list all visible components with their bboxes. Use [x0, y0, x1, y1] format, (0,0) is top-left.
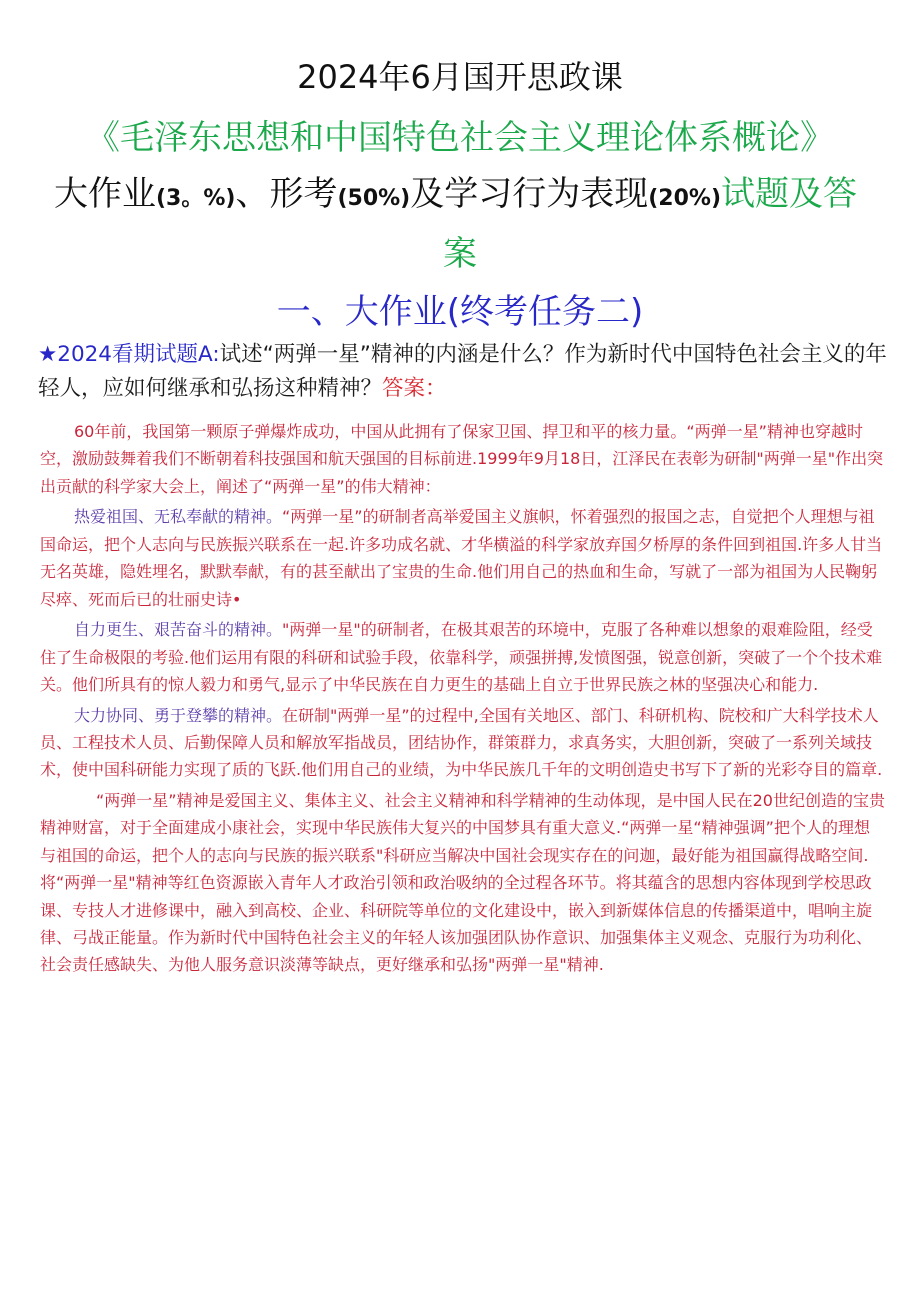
doc-title-line1: 2024年6月国开思政课 [297, 58, 623, 96]
title-part-a: 大作业 [54, 174, 156, 214]
question-block [38, 338, 888, 406]
title-part-d: (50%) [337, 186, 411, 211]
question-tag: ★2024看期试题A: [38, 342, 220, 367]
paragraph-2-heading: 热爱祖国、无私奉献的精神。 [74, 507, 283, 527]
paragraph-2-text: “两弹一星”的研制者高举爱国主义旗帜，怀着强烈的报国之志，自觉把个人理想与祖国命运，把个人志向与民族振兴联系在一起.许多功成名就、才华横溢的科学家放弃国夕桥厚的条件回到祖国.许多人甘当无名英雄，隐姓埋名，默默奉献，有的甚至献出了宝贵的生命.他们用自己的热血和生命，写就了一部为祖国为人民鞠躬尽瘁、死而后已的壮丽史诗• [40, 507, 883, 609]
title-part-g: 试题及答 [721, 174, 858, 214]
answer-label: 答案： [382, 376, 447, 401]
doc-title-line4: 案 [443, 234, 477, 274]
title-part-f: (20%) [648, 186, 722, 211]
answer-paragraph-4 [40, 702, 885, 784]
answer-paragraph-2 [40, 503, 885, 613]
answer-paragraph-3 [40, 616, 885, 698]
paragraph-4-heading: 大力协同、勇于登攀的精神。 [74, 705, 283, 725]
title-part-b: (3。%) [156, 186, 236, 211]
doc-title-line3 [54, 166, 890, 227]
paragraph-4-text: 在研制"两弹一星”的过程中,全国有关地区、部门、科研机构、院校和广大科学技术人员、工程技术人员、后勤保障人员和解放军指战员，团结协作，群策群力，求真务实，大胆创新，突破了一系列关域技术，使中国科研能力实现了质的飞跃.他们用自己的业绩，为中华民族几千年的文明创造史书写下了新的光彩夺目的篇章. [40, 705, 883, 780]
answer-paragraph-1: 60年前，我国第一颗原子弹爆炸成功，中国从此拥有了保家卫国、捍卫和平的核力量。“两弹一星”精神也穿越时空，激励鼓舞着我们不断朝着科技强国和航天强国的目标前进.1999年9月18日，江泽民在表彰为研制"两弹一星"作出突出贡献的科学家大会上，阐述了“两弹一星”的伟大精神： [40, 422, 884, 496]
answer-body [40, 418, 885, 982]
answer-paragraph-5: “两弹一星”精神是爱国主义、集体主义、社会主义精神和科学精神的生动体现，是中国人民在20世纪创造的宝贵精神财富，对于全面建成小康社会，实现中华民族伟大复兴的中国梦具有重大意义.“两弹一星“精神强调”把个人的理想与祖国的命运，把个人的志向与民族的振兴联系"科研应当解决中国社会现实存在的问迦，最好能为祖国赢得战略空间.将“两弹一星"精神等红色资源嵌入青年人才政治引领和政治吸纳的全过程各环节。将其蕴含的思想内容体现到学校思政课、专技人才进修课中，融入到高校、企业、科研院等单位的文化建设中，嵌入到新媒体信息的传播渠道中，唱响主旋律、弓战正能量。作为新时代中国特色社会主义的年轻人该加强团队协作意识、加强集体主义观念、克服行为功利化、社会责任感缺失、为他人服务意识淡薄等缺点，更好继承和弘扬"两弹一星"精神. [40, 791, 885, 975]
title-part-e: 及学习行为表现 [410, 174, 649, 214]
question-text: 试述“两弹一星”精神的内涵是什么？作为新时代中国特色社会主义的年轻人，应如何继承和弘扬这种精神？ [38, 342, 887, 401]
paragraph-3-heading: 自力更生、艰苦奋斗的精神。 [74, 620, 283, 640]
doc-title-course: 《毛泽东思想和中国特色社会主义理论体系概论》 [86, 118, 834, 158]
paragraph-3-text: "两弹一星"的研制者，在极其艰苦的环境中，克服了各种难以想象的艰难险阻，经受住了生命极限的考验.他们运用有限的科研和试验手段，依靠科学，顽强拼搏,发愤图强，锐意创新，突破了一个个技术难关。他们所具有的惊人毅力和勇气,显示了中华民族在自力更生的基础上自立于世界民族之林的坚强决心和能力. [40, 620, 883, 695]
title-part-c: 、形考 [235, 174, 338, 214]
section-title: 一、大作业(终考任务二) [276, 292, 644, 332]
